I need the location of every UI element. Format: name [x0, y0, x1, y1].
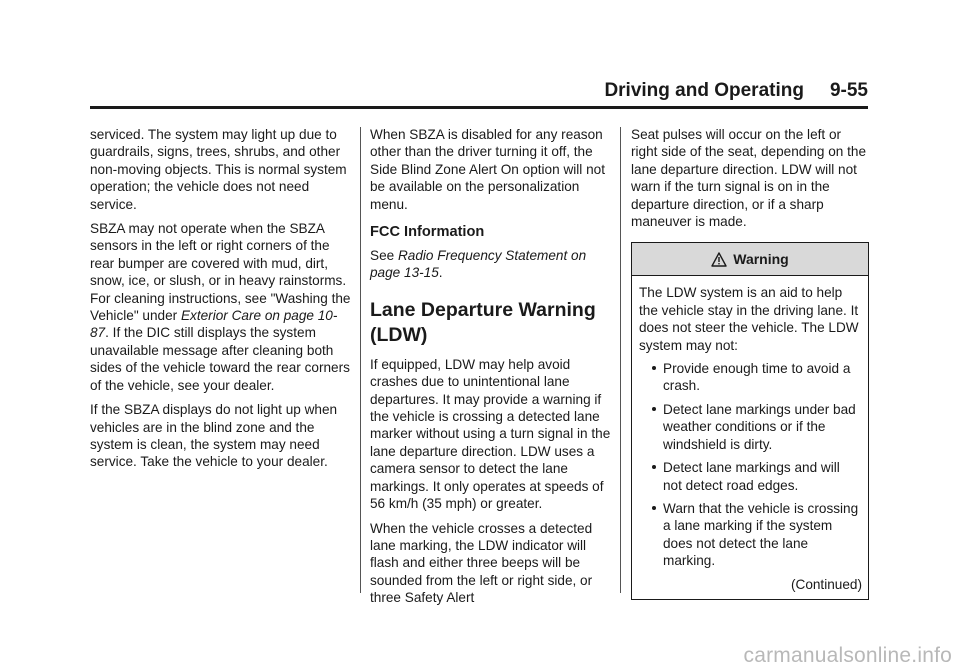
text-run: SBZA may not operate when the SBZA sensors in the left or right corners of the rear bumper are covered with mud, dirt, snow, ice, or slush, or in heavy rainstorms. For cleaning instructions, see "Washing the Vehicle" under: [90, 221, 351, 324]
column-divider: [620, 127, 621, 593]
paragraph: Seat pulses will occur on the left or right side of the seat, depending on the lane departure direction. LDW will not warn if the turn signal is on in the departure direction, or if a sharp maneuver is made.: [631, 127, 867, 230]
column-3: [631, 126, 871, 600]
section-title: Driving and Operating: [604, 80, 804, 101]
column-2: [370, 126, 614, 614]
paragraph: If equipped, LDW may help avoid crashes due to unintentional lane departures. It may provide a warning if the vehicle is crossing a detected lane marker without using a turn signal in the lane departure direction. LDW uses a camera sensor to detect the lane markings. It only operates at speeds of 56 km/h (35 mph) or greater.: [370, 356, 611, 512]
list-item: Detect lane markings and will not detect road edges.: [639, 459, 862, 494]
list-item: Warn that the vehicle is crossing a lane marking if the system does not detect the lane marking.: [639, 500, 862, 570]
warning-list: [639, 360, 862, 569]
text-run: See: [370, 248, 398, 264]
column-divider: [360, 127, 361, 593]
warning-body: [632, 276, 868, 599]
page-number: 9-55: [829, 80, 868, 101]
watermark: carmanualsonline.info: [743, 644, 952, 667]
text-run: .: [438, 265, 443, 281]
list-item: Provide enough time to avoid a crash.: [639, 360, 862, 395]
paragraph: [90, 220, 352, 394]
ldw-heading: Lane Departure Warning (LDW): [370, 298, 596, 346]
cross-reference-link[interactable]: Exterior Care on page 10-87: [90, 308, 338, 341]
paragraph: When SBZA is disabled for any reason other than the driver turning it off, the Side Blind Zone Alert On option will not be available on the personalization menu.: [370, 127, 606, 212]
text-run: . If the DIC still displays the system unavailable message after cleaning both sides of the vehicle toward the rear corners of the vehicle, see your dealer.: [90, 325, 350, 393]
page-header: [90, 80, 868, 104]
warning-triangle-icon: [711, 252, 727, 267]
fcc-heading: FCC Information: [370, 224, 485, 241]
paragraph: If the SBZA displays do not light up when vehicles are in the blind zone and the system is clean, the system may need service. Take the vehicle to your dealer.: [90, 402, 338, 470]
header-title: [604, 80, 868, 102]
header-rule: [90, 106, 868, 109]
warning-box: [631, 242, 869, 600]
warning-intro: The LDW system is an aid to help the vehicle stay in the driving lane. It does not steer the vehicle. The LDW system may not:: [639, 285, 859, 353]
continued-label: (Continued): [790, 576, 862, 592]
paragraph: [370, 247, 614, 282]
warning-title: Warning: [733, 250, 789, 267]
paragraph: serviced. The system may light up due to guardrails, signs, trees, shrubs, and other non-moving objects. This is normal system operation; the vehicle does not need service.: [90, 127, 347, 212]
list-item: Detect lane markings under bad weather conditions or if the windshield is dirty.: [639, 401, 862, 453]
paragraph: When the vehicle crosses a detected lane marking, the LDW indicator will flash and either three beeps will be sounded from the left or right side, or three Safety Alert: [370, 520, 593, 606]
column-1: [90, 126, 352, 478]
cross-reference-link[interactable]: Radio Frequency Statement on page 13-15: [370, 248, 587, 281]
warning-header: [632, 243, 868, 276]
